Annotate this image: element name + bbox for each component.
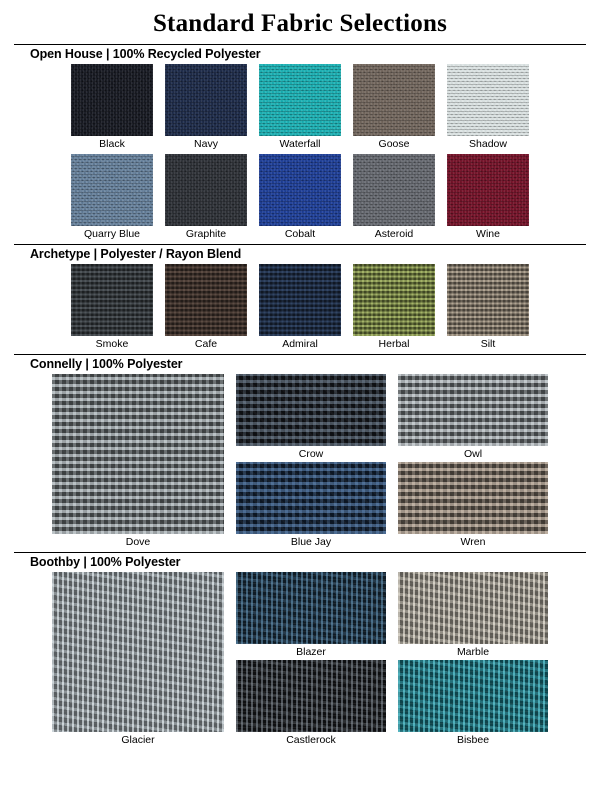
- fabric-swatch: [165, 154, 247, 226]
- swatch-cell: [398, 572, 548, 660]
- swatch-cell: [71, 64, 153, 152]
- swatch-texture: [398, 660, 548, 732]
- fabric-swatch: [71, 154, 153, 226]
- fabric-swatch: [447, 264, 529, 336]
- swatch-cell: [236, 374, 386, 462]
- fabric-swatch: [165, 264, 247, 336]
- swatch-cell: [52, 374, 224, 550]
- swatch-row: [14, 64, 586, 152]
- fabric-swatch: [353, 154, 435, 226]
- swatch-texture: [71, 64, 153, 136]
- swatch-cell: [398, 374, 548, 462]
- section-header: Boothby | 100% Polyester: [14, 552, 586, 572]
- swatch-cell: [165, 154, 247, 242]
- swatch-label: Blazer: [296, 646, 326, 658]
- swatch-label: Smoke: [95, 338, 129, 350]
- fabric-swatch: [353, 264, 435, 336]
- swatch-label: Crow: [298, 448, 324, 460]
- swatch-label: Quarry Blue: [83, 228, 141, 240]
- swatch-cell: [259, 154, 341, 242]
- swatch-texture: [353, 64, 435, 136]
- fabric-swatch: [398, 660, 548, 732]
- swatch-texture: [52, 572, 224, 732]
- swatch-label: Graphite: [185, 228, 227, 240]
- swatch-label: Black: [99, 138, 125, 150]
- swatch-label: Navy: [194, 138, 218, 150]
- swatch-column: [236, 374, 386, 550]
- swatch-label: Shadow: [469, 138, 507, 150]
- swatch-label: Castlerock: [286, 734, 336, 746]
- swatch-label: Owl: [463, 448, 483, 460]
- swatch-texture: [236, 572, 386, 644]
- swatch-texture: [398, 462, 548, 534]
- swatch-cell: [447, 154, 529, 242]
- swatch-cell: [165, 264, 247, 352]
- fabric-swatch: [52, 572, 224, 732]
- fabric-swatch: [398, 572, 548, 644]
- swatch-grid: [14, 572, 586, 748]
- fabric-swatch: [52, 374, 224, 534]
- fabric-swatch: [236, 462, 386, 534]
- swatch-label: Dove: [125, 536, 151, 548]
- swatch-texture: [398, 572, 548, 644]
- fabric-swatch: [71, 264, 153, 336]
- section-header: Archetype | Polyester / Rayon Blend: [14, 244, 586, 264]
- swatch-texture: [236, 660, 386, 732]
- swatch-label: Blue Jay: [290, 536, 332, 548]
- swatch-texture: [165, 154, 247, 226]
- fabric-swatch: [259, 154, 341, 226]
- swatch-label: Cobalt: [284, 228, 316, 240]
- swatch-label: Wren: [460, 536, 486, 548]
- swatch-cell: [353, 154, 435, 242]
- fabric-swatch: [71, 64, 153, 136]
- swatch-label: Bisbee: [456, 734, 490, 746]
- swatch-label: Waterfall: [279, 138, 321, 150]
- sections-container: [14, 44, 586, 748]
- swatch-texture: [447, 154, 529, 226]
- swatch-texture: [236, 374, 386, 446]
- swatch-row: [14, 154, 586, 242]
- fabric-swatch: [259, 64, 341, 136]
- fabric-swatch: [236, 572, 386, 644]
- swatch-texture: [165, 64, 247, 136]
- fabric-section: [14, 354, 586, 550]
- swatch-label: Asteroid: [374, 228, 414, 240]
- swatch-large-cell: [52, 572, 224, 748]
- fabric-section: [14, 552, 586, 748]
- fabric-swatch: [236, 660, 386, 732]
- swatch-texture: [398, 374, 548, 446]
- swatch-label: Silt: [480, 338, 496, 350]
- swatch-texture: [353, 154, 435, 226]
- fabric-swatch: [398, 462, 548, 534]
- swatch-cell: [259, 64, 341, 152]
- swatch-texture: [165, 264, 247, 336]
- swatch-texture: [447, 64, 529, 136]
- swatch-label: Goose: [378, 138, 410, 150]
- swatch-texture: [236, 462, 386, 534]
- swatch-label: Wine: [476, 228, 500, 240]
- fabric-swatch: [165, 64, 247, 136]
- swatch-grid: [14, 374, 586, 550]
- fabric-swatch: [353, 64, 435, 136]
- swatch-column: [398, 572, 548, 748]
- swatch-cell: [259, 264, 341, 352]
- page-title: Standard Fabric Selections: [152, 10, 448, 37]
- fabric-swatch: [447, 64, 529, 136]
- swatch-label: Glacier: [121, 734, 155, 746]
- swatch-label: Marble: [456, 646, 490, 658]
- swatch-cell: [447, 264, 529, 352]
- swatch-texture: [353, 264, 435, 336]
- swatch-cell: [236, 572, 386, 660]
- swatch-column: [236, 572, 386, 748]
- swatch-cell: [398, 462, 548, 550]
- fabric-swatch: [398, 374, 548, 446]
- swatch-texture: [71, 154, 153, 226]
- swatch-cell: [353, 64, 435, 152]
- section-header: Open House | 100% Recycled Polyester: [14, 44, 586, 64]
- swatch-texture: [52, 374, 224, 534]
- swatch-cell: [398, 660, 548, 748]
- fabric-swatch: [259, 264, 341, 336]
- swatch-cell: [353, 264, 435, 352]
- fabric-swatch: [447, 154, 529, 226]
- swatch-label: Admiral: [282, 338, 318, 350]
- swatch-row: [14, 264, 586, 352]
- swatch-texture: [71, 264, 153, 336]
- swatch-label: Cafe: [194, 338, 218, 350]
- swatch-texture: [259, 264, 341, 336]
- swatch-cell: [236, 462, 386, 550]
- swatch-column: [398, 374, 548, 550]
- swatch-texture: [259, 64, 341, 136]
- swatch-texture: [259, 154, 341, 226]
- fabric-section: [14, 244, 586, 352]
- swatch-cell: [447, 64, 529, 152]
- section-header: Connelly | 100% Polyester: [14, 354, 586, 374]
- swatch-large-cell: [52, 374, 224, 550]
- swatch-label: Herbal: [378, 338, 410, 350]
- swatch-cell: [236, 660, 386, 748]
- swatch-cell: [71, 264, 153, 352]
- swatch-cell: [165, 64, 247, 152]
- swatch-texture: [447, 264, 529, 336]
- swatch-cell: [52, 572, 224, 748]
- fabric-section: [14, 44, 586, 242]
- swatch-cell: [71, 154, 153, 242]
- fabric-swatch: [236, 374, 386, 446]
